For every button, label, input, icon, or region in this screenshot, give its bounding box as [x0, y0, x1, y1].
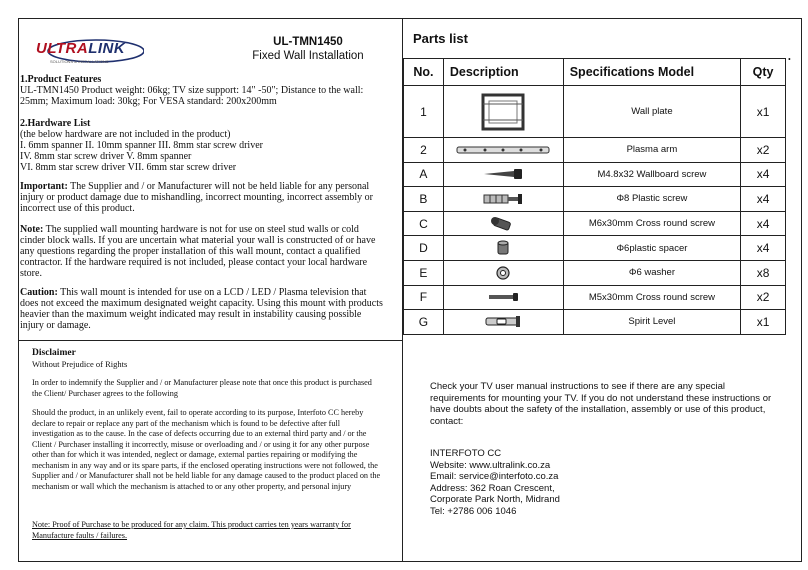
part-spec: Spirit Level — [563, 310, 740, 335]
part-no: E — [404, 260, 444, 285]
address-line: Address: 362 Roan Crescent, — [430, 482, 555, 494]
table-row — [404, 285, 786, 310]
part-qty: x2 — [741, 138, 786, 163]
table-row — [404, 162, 786, 187]
disclaimer-divider — [18, 340, 402, 341]
parts-header-row — [404, 59, 786, 86]
hardware-line: (the below hardware are not included in the product) — [20, 129, 231, 140]
note-section — [20, 224, 386, 279]
part-no: F — [404, 285, 444, 310]
hardware-title: 2.Hardware List — [20, 118, 91, 129]
hardware-list-section — [20, 118, 386, 173]
part-qty: x4 — [741, 187, 786, 212]
decorative-dot: • — [788, 55, 791, 64]
important-label: Important: — [20, 181, 68, 192]
logo-part-link: LINK — [88, 40, 126, 57]
wallboard-screw-icon — [480, 168, 526, 180]
email-link[interactable]: Email: service@interfoto.co.za — [430, 471, 559, 482]
plastic-screw-icon — [480, 192, 526, 206]
part-no: D — [404, 236, 444, 261]
washer-icon — [494, 265, 512, 281]
part-qty: x4 — [741, 211, 786, 236]
part-picture — [443, 236, 563, 261]
important-section — [20, 181, 386, 214]
product-features-section — [20, 74, 386, 107]
part-qty: x1 — [741, 86, 786, 138]
caution-label: Caution: — [20, 287, 58, 298]
part-picture — [443, 260, 563, 285]
part-spec: M6x30mm Cross round screw — [563, 211, 740, 236]
table-row — [404, 211, 786, 236]
product-name: Fixed Wall Installation — [252, 50, 364, 62]
parts-table — [403, 58, 786, 335]
header-spec: Specifications Model — [563, 59, 740, 86]
check-instructions-text: Check your TV user manual instructions to see if there are any special requirements for mounting your TV. If you do not understand these instructions or have doubts about the safety of the installation, assembly or use of this product, contact: — [430, 381, 772, 427]
disclaimer-subtitle: Without Prejudice of Rights — [32, 359, 128, 369]
part-spec: M4.8x32 Wallboard screw — [563, 162, 740, 187]
logo-tagline: SOLUTIONS & INSTALLATIONS — [50, 59, 109, 64]
disclaimer-title: Disclaimer — [32, 348, 76, 358]
part-spec: Φ6 washer — [563, 260, 740, 285]
note-text: The supplied wall mounting hardware is not for use on steel stud walls or cold cinder block walls. If you are uncertain what material your wall is constructed of or have any questions regarding the proper installation of this wall mount, contact a qualified contractor. If the hardware required is not included, please contact your local hardware store. — [20, 224, 376, 279]
part-no: G — [404, 310, 444, 335]
hardware-line: VI. 8mm star screw driver VII. 6mm star screw driver — [20, 162, 237, 173]
table-row — [404, 236, 786, 261]
features-text: UL-TMN1450 Product weight: 06kg; TV size support: 14" -50"; Distance to the wall: 25mm; Maximum load: 30kg; For VESA standard: 200x200mm — [20, 85, 364, 107]
header-qty: Qty — [741, 59, 786, 86]
header-description: Description — [443, 59, 563, 86]
part-picture — [443, 285, 563, 310]
plastic-spacer-icon — [493, 240, 513, 256]
part-spec: Plasma arm — [563, 138, 740, 163]
part-qty: x2 — [741, 285, 786, 310]
part-picture — [443, 138, 563, 163]
caution-text: This wall mount is intended for use on a LCD / LED / Plasma television that does not exceed the maximum designated weight capacity. Using this mount with products heavier than the maximum weight indicated may result in instability causing possible injury or damage. — [20, 287, 383, 331]
part-no: B — [404, 187, 444, 212]
cross-round-screw-icon — [485, 292, 521, 302]
part-picture — [443, 187, 563, 212]
logo-part-ultra: ULTRA — [36, 40, 89, 57]
part-picture — [443, 211, 563, 236]
caution-section — [20, 287, 386, 331]
part-spec: Φ8 Plastic screw — [563, 187, 740, 212]
disclaimer-paragraph-2: Should the product, in an unlikely event, fail to operate according to its purpose, Interfoto CC hereby declare to repair or replace any part of the mechanism which is found to be defective after full investigation as to the cause. In the case of defects occurring due to an external third party and / or the Client / Purchaser installing it incorrectly, misuse or overloading and / or using it for any other purpose other than for which it was intended, neglect or damage, external parties repairing or modifying the mechanism in any way and or its spare parts, if the enclosed operating instructions were not followed, the Supplier and / or Manufacturer shall not be held liable for any damage caused to the product placed on the mechanism or wall which the mechanism is attached to or any other property, and personal injury — [32, 408, 381, 491]
contact-block — [430, 448, 780, 517]
company-name: INTERFOTO CC — [430, 448, 502, 459]
part-spec: Φ6plastic spacer — [563, 236, 740, 261]
part-no: 1 — [404, 86, 444, 138]
address-line: Corporate Park North, Midrand — [430, 494, 560, 505]
note-label: Note: — [20, 224, 44, 235]
hardware-line: I. 6mm spanner II. 10mm spanner III. 8mm star screw driver — [20, 140, 263, 151]
header-no: No. — [404, 59, 444, 86]
hardware-line: IV. 8mm star screw driver V. 8mm spanner — [20, 151, 192, 162]
part-no: 2 — [404, 138, 444, 163]
part-picture — [443, 310, 563, 335]
website-link[interactable]: Website: www.ultralink.co.za — [430, 459, 551, 471]
part-qty: x4 — [741, 162, 786, 187]
telephone: Tel: +2786 006 1046 — [430, 505, 517, 517]
part-qty: x4 — [741, 236, 786, 261]
plasma-arm-icon — [455, 145, 551, 155]
logo-wordmark — [36, 40, 125, 57]
important-text: The Supplier and / or Manufacturer will not be held liable for any personal injury or product damage due to mishandling, incorrect mounting, incorrect assembly or incorrect use of this product. — [20, 181, 373, 214]
part-picture — [443, 162, 563, 187]
table-row — [404, 86, 786, 138]
model-number: UL-TMN1450 — [273, 36, 343, 48]
part-spec: Wall plate — [563, 86, 740, 138]
features-title: 1.Product Features — [20, 74, 102, 85]
part-no: C — [404, 211, 444, 236]
table-row — [404, 138, 786, 163]
table-row — [404, 260, 786, 285]
spirit-level-icon — [483, 315, 523, 329]
parts-list-title: Parts list — [413, 31, 468, 46]
table-row — [404, 187, 786, 212]
part-no: A — [404, 162, 444, 187]
part-qty: x8 — [741, 260, 786, 285]
disclaimer-paragraph-1: In order to indemnify the Supplier and / or Manufacturer please note that once this product is purchased the Client/ Purchaser agrees to the following — [32, 378, 372, 398]
warranty-note: Note: Proof of Purchase to be produced for any claim. This product carries ten years warranty for Manufacture faults / failures. — [32, 520, 351, 540]
table-row — [404, 310, 786, 335]
part-spec: M5x30mm Cross round screw — [563, 285, 740, 310]
cross-round-screw-icon — [488, 216, 518, 232]
wall-plate-icon — [480, 92, 526, 132]
part-picture — [443, 86, 563, 138]
part-qty: x1 — [741, 310, 786, 335]
